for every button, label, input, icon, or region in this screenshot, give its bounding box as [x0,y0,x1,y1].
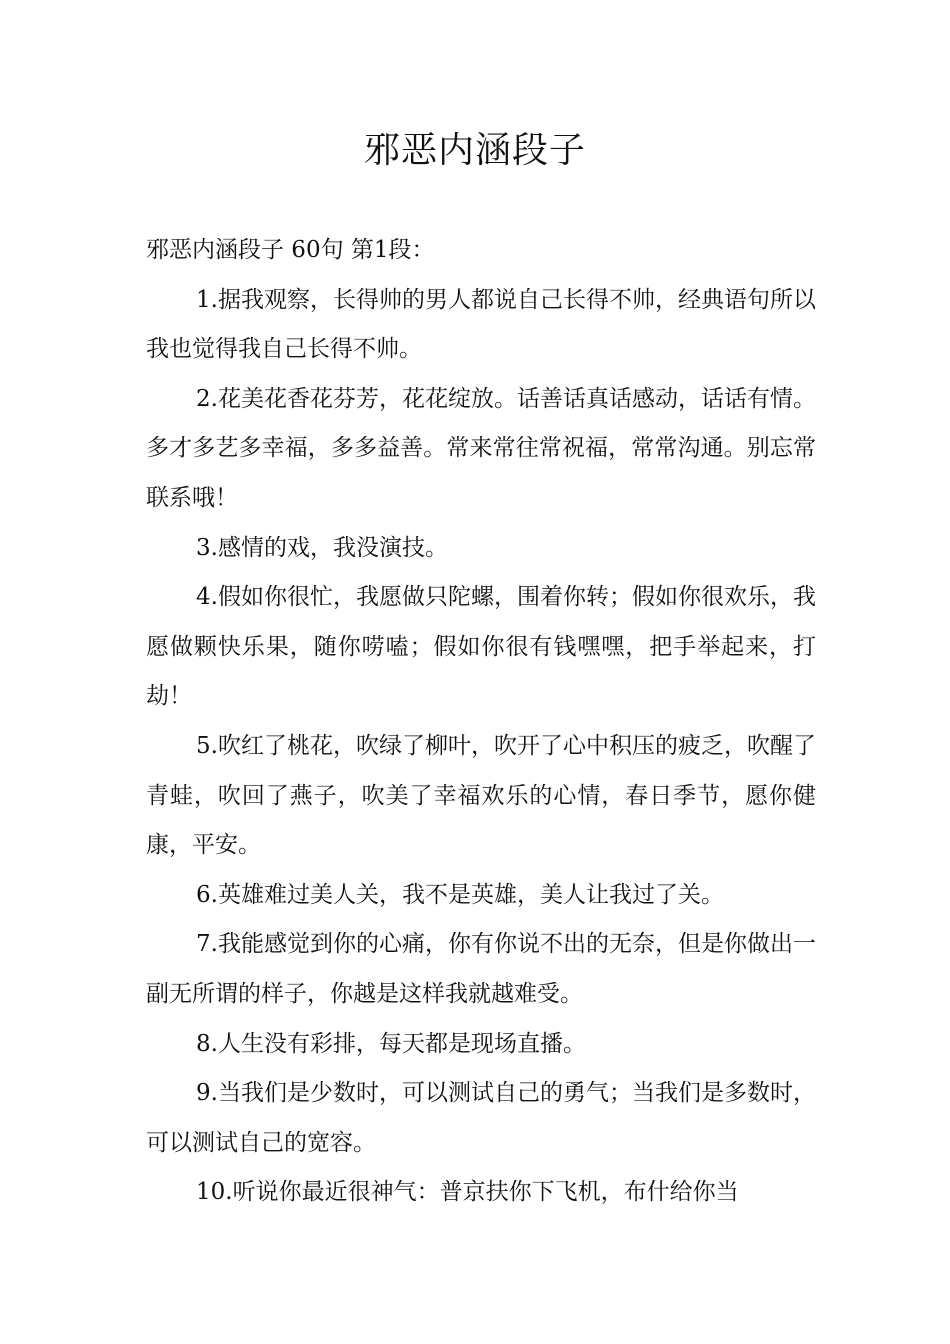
paragraph-item-10: 10.听说你最近很神气：普京扶你下飞机，布什给你当 [196,1179,739,1206]
paragraph-item-9: 9.当我们是少数时，可以测试自己的勇气；当我们是多数时，可以测试自己的宽容。 [146,1080,816,1156]
document-body [146,226,816,1218]
paragraph-item-7: 7.我能感觉到你的心痛，你有你说不出的无奈，但是你做出一副无所谓的样子，你越是这样我就越难受。 [146,931,816,1007]
paragraph-item-1: 1.据我观察，长得帅的男人都说自己长得不帅，经典语句所以我也觉得我自己长得不帅。 [146,286,816,363]
intro-line: 邪恶内涵段子 60句 第1段： [146,237,435,263]
document-title: 邪恶内涵段子 [363,130,586,171]
paragraph-item-6: 6.英雄难过美人关，我不是英雄，美人让我过了关。 [196,881,724,908]
paragraph-item-3: 3.感情的戏，我没演技。 [196,534,448,561]
paragraph-item-8: 8.人生没有彩排，每天都是现场直播。 [196,1030,586,1057]
paragraph-item-5: 5.吹红了桃花，吹绿了柳叶，吹开了心中积压的疲乏，吹醒了青蛙，吹回了燕子，吹美了幸福欢乐的心情，春日季节，愿你健康，平安。 [146,732,816,859]
paragraph-item-4: 4.假如你很忙，我愿做只陀螺，围着你转；假如你很欢乐，我愿做颗快乐果，随你唠嗑；假如你很有钱嘿嘿，把手举起来，打劫！ [146,584,816,710]
paragraph-item-2: 2.花美花香花芬芳，花花绽放。话善话真话感动，话话有情。多才多艺多幸福，多多益善。常来常往常祝福，常常沟通。别忘常联系哦！ [146,385,816,511]
